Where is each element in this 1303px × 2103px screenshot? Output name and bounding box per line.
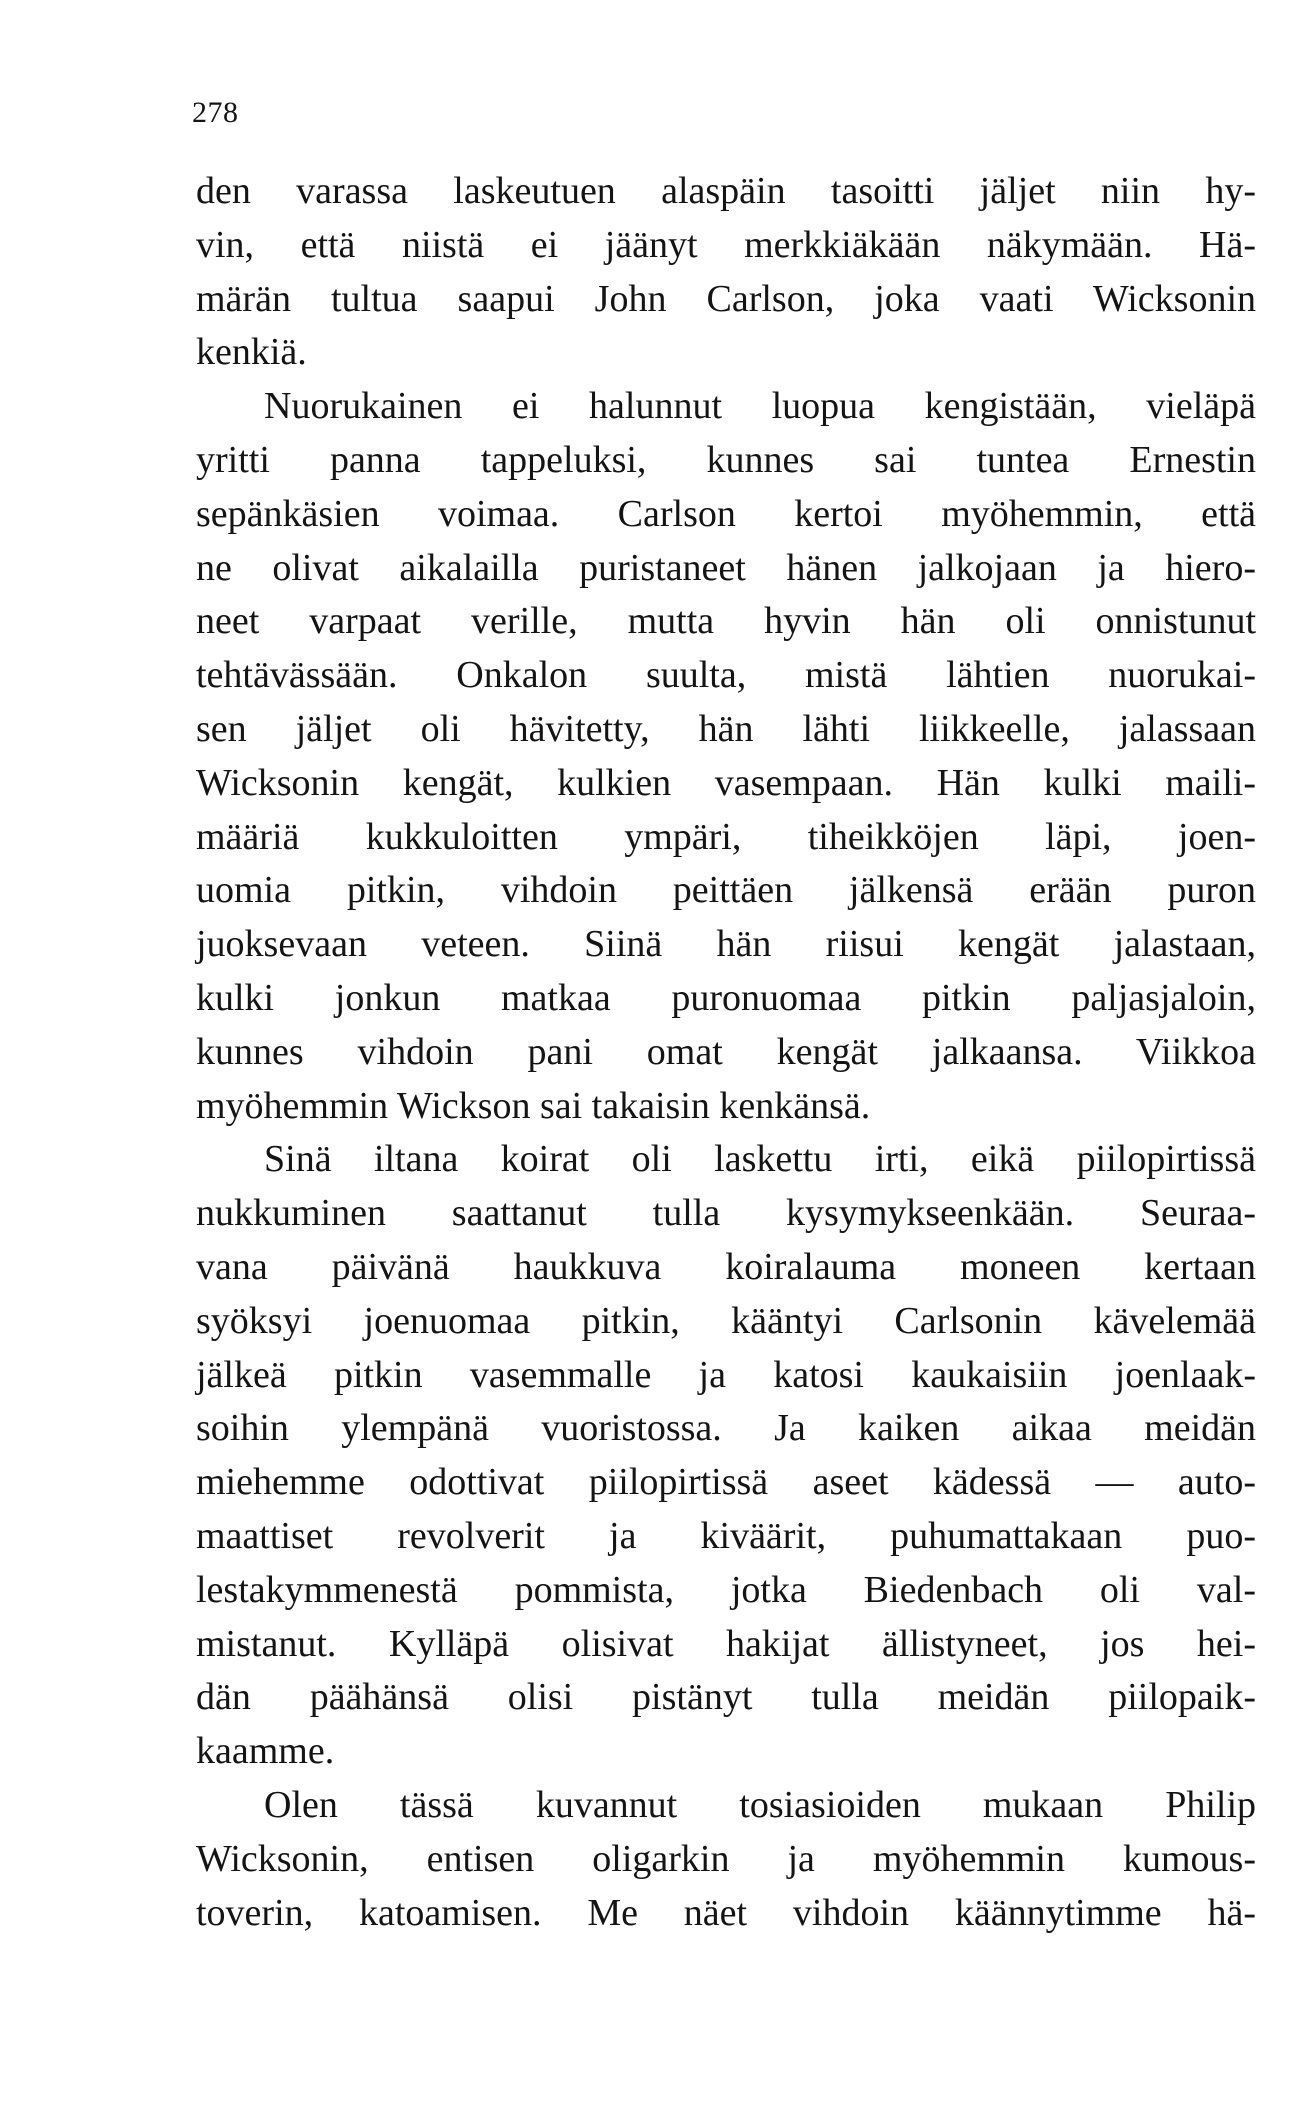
text-line: lestakymmenestä pommista, jotka Biedenbach oli val- (196, 1568, 1256, 1611)
page-number: 278 (192, 96, 239, 129)
text-line: myöhemmin Wickson sai takaisin kenkänsä. (196, 1084, 871, 1127)
text-line: Sinä iltana koirat oli laskettu irti, eikä piilopirtissä (264, 1138, 1256, 1181)
text-line: toverin, katoamisen. Me näet vihdoin käännytimme hä- (196, 1891, 1256, 1934)
text-line: kulki jonkun matkaa puronuomaa pitkin paljasjaloin, (196, 976, 1256, 1019)
text-line: jälkeä pitkin vasemmalle ja katosi kaukaisiin joenlaak- (196, 1353, 1256, 1396)
text-line: den varassa laskeutuen alaspäin tasoitti jäljet niin hy- (196, 170, 1256, 212)
text-line: Wicksonin kengät, kulkien vasempaan. Hän kulki maili- (196, 761, 1256, 804)
text-line: miehemme odottivat piilopirtissä aseet kädessä — auto- (196, 1461, 1256, 1504)
text-line: määriä kukkuloitten ympäri, tiheikköjen läpi, joen- (196, 815, 1256, 858)
text-line: kaamme. (196, 1730, 335, 1773)
text-line: maattiset revolverit ja kiväärit, puhumattakaan puo- (196, 1514, 1256, 1557)
text-line: Nuorukainen ei halunnut luopua kengistään, vieläpä (264, 385, 1256, 428)
text-line: yritti panna tappeluksi, kunnes sai tuntea Ernestin (196, 438, 1256, 481)
text-line: tehtävässään. Onkalon suulta, mistä lähtien nuorukai- (196, 654, 1256, 697)
text-line: märän tultua saapui John Carlson, joka vaati Wicksonin (196, 277, 1256, 320)
text-line: mistanut. Kylläpä olisivat hakijat ällistyneet, jos hei- (196, 1622, 1256, 1665)
text-line: sen jäljet oli hävitetty, hän lähti liikkeelle, jalassaan (196, 707, 1256, 750)
text-line: syöksyi joenuomaa pitkin, kääntyi Carlsonin kävelemää (196, 1299, 1256, 1342)
text-line: sepänkäsien voimaa. Carlson kertoi myöhemmin, että (196, 492, 1256, 535)
text-line: kunnes vihdoin pani omat kengät jalkaansa. Viikkoa (196, 1030, 1256, 1073)
text-line: juoksevaan veteen. Siinä hän riisui kengät jalastaan, (196, 923, 1256, 966)
text-line: vana päivänä haukkuva koiralauma moneen kertaan (196, 1245, 1256, 1288)
text-line: Olen tässä kuvannut tosiasioiden mukaan Philip (264, 1783, 1256, 1826)
text-line: nukkuminen saattanut tulla kysymykseenkään. Seuraa- (196, 1192, 1256, 1235)
body-text (196, 165, 1256, 1940)
text-line: kenkiä. (196, 331, 307, 374)
text-line: neet varpaat verille, mutta hyvin hän oli onnistunut (196, 600, 1256, 643)
text-line: dän päähänsä olisi pistänyt tulla meidän piilopaik- (196, 1676, 1256, 1719)
text-line: soihin ylempänä vuoristossa. Ja kaiken aikaa meidän (196, 1407, 1256, 1450)
text-line: vin, että niistä ei jäänyt merkkiäkään näkymään. Hä- (196, 223, 1256, 266)
text-line: Wicksonin, entisen oligarkin ja myöhemmin kumous- (196, 1837, 1256, 1880)
text-line: uomia pitkin, vihdoin peittäen jälkensä erään puron (196, 869, 1256, 912)
text-line: ne olivat aikalailla puristaneet hänen jalkojaan ja hiero- (196, 546, 1256, 589)
